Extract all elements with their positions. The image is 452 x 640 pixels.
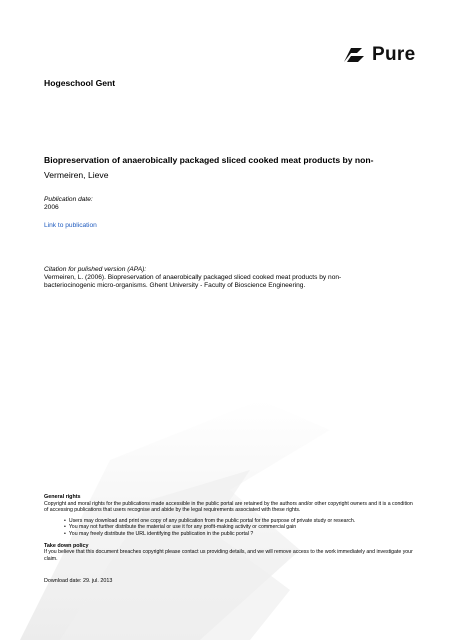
general-rights-text: Copyright and moral rights for the publications made accessible in the public portal are retained by the authors and/or other copyright owners and it is a condition of accessing publications that users recognise and abide by the legal requirements associated with these rights. bbox=[44, 500, 413, 514]
rights-list-item: • Users may download and print one copy of any publication from the public portal for the purpose of private study or research. bbox=[64, 518, 414, 525]
watermark-graphic bbox=[0, 340, 452, 640]
citation-label: Citation for pulished version (APA): bbox=[44, 266, 147, 273]
pure-logo-text: Pure bbox=[372, 44, 416, 65]
author-name: Vermeiren, Lieve bbox=[44, 170, 109, 180]
rights-section bbox=[44, 494, 414, 562]
pure-logo bbox=[340, 44, 415, 66]
download-date: Download date: 29. jul. 2013 bbox=[44, 578, 113, 584]
publication-link[interactable]: Link to publication bbox=[44, 222, 97, 229]
take-down-heading: Take down policy bbox=[44, 542, 89, 549]
pure-logo-icon bbox=[340, 44, 370, 66]
general-rights-heading: General rights bbox=[44, 494, 81, 500]
publication-date-label: Publication date: bbox=[44, 196, 93, 203]
institution-name: Hogeschool Gent bbox=[44, 78, 116, 88]
rights-list-item: • You may not further distribute the material or use it for any profit-making activity or commercial gain bbox=[64, 524, 414, 531]
rights-list bbox=[44, 518, 414, 538]
take-down-text: If you believe that this document breaches copyright please contact us providing details, and we will remove access to the work immediately and investigate your claim. bbox=[44, 549, 413, 562]
document-title: Biopreservation of anaerobically packaged sliced cooked meat products by non- bbox=[44, 155, 374, 165]
publication-date-value: 2006 bbox=[44, 204, 59, 211]
citation-text: Vermeiren, L. (2006). Biopreservation of anaerobically packaged sliced cooked meat products by non-bacteriocinogenic micro-organisms. Ghent University - Faculty of Bioscience Engineering. bbox=[44, 274, 342, 290]
rights-list-item: • You may freely distribute the URL identifying the publication in the public portal ? bbox=[64, 531, 414, 538]
